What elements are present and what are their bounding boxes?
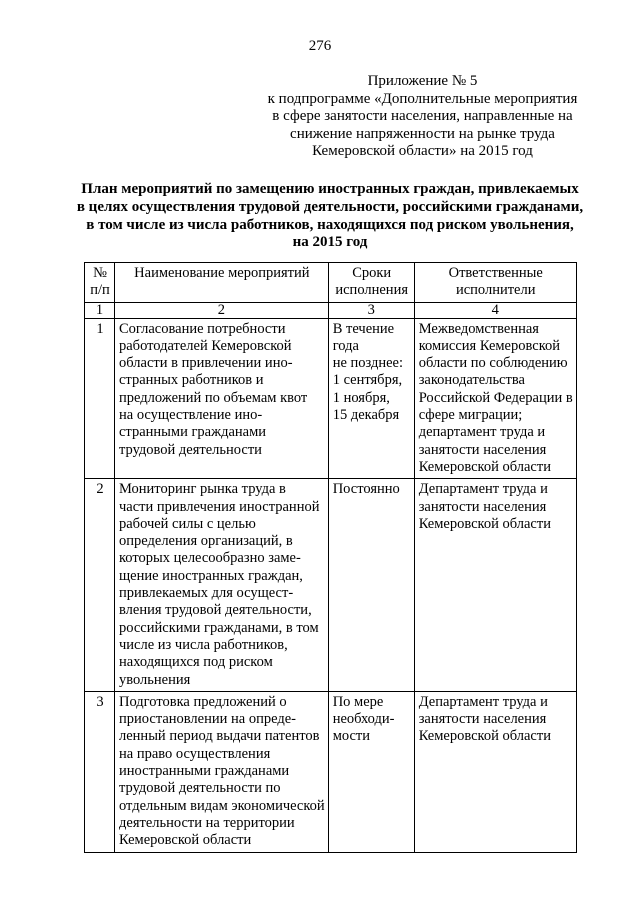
- deadline-cell: [328, 318, 414, 479]
- appendix-line: к подпрограмме «Дополнительные мероприятия: [267, 90, 578, 107]
- plan-table: [84, 262, 577, 853]
- cell-line: увольнения: [119, 671, 191, 688]
- cell-line: на право осуществления: [119, 745, 271, 762]
- responsible-cell: [414, 479, 576, 692]
- cell-line: занятости населения: [418, 711, 547, 728]
- table-row: [85, 479, 577, 692]
- deadline-cell: [328, 479, 414, 692]
- cell-line: странными гражданами: [119, 424, 267, 441]
- cell-line: деятельности на территории: [119, 814, 295, 831]
- column-number: 3: [328, 302, 414, 318]
- cell-line: года: [332, 337, 359, 354]
- cell-line: определения организаций, в: [119, 533, 293, 550]
- appendix-line: Кемеровской области» на 2015 год: [312, 143, 533, 159]
- cell-line: Подготовка предложений о: [119, 693, 287, 710]
- cell-line: работодателей Кемеровской: [119, 337, 292, 354]
- cell-line: области по соблюдению: [418, 355, 568, 372]
- page-number: 276: [308, 38, 332, 54]
- table-row: [85, 318, 577, 479]
- cell-line: необходи-: [332, 711, 395, 728]
- cell-line: которых целесообразно заме-: [119, 550, 301, 567]
- cell-line: иностранными гражданами: [119, 763, 290, 780]
- responsible-cell: [414, 318, 576, 479]
- cell-line: занятости населения: [418, 441, 547, 458]
- cell-line: комиссия Кемеровской: [418, 337, 561, 354]
- row-number-cell: 3: [85, 691, 115, 852]
- title-line: План мероприятий по замещению иностранных граждан, привлекаемых: [81, 181, 579, 197]
- header-cell-responsible: [414, 263, 576, 303]
- cell-line: странных работников и: [119, 372, 264, 389]
- cell-line: вления трудовой деятельности,: [119, 602, 312, 619]
- cell-line: Кемеровской области: [418, 728, 551, 745]
- cell-line: законодательства: [418, 372, 525, 389]
- appendix-note: [260, 73, 585, 161]
- responsible-cell: [414, 691, 576, 852]
- table-row: [85, 691, 577, 852]
- cell-line: Кемеровской области: [418, 515, 551, 532]
- column-number-row: [85, 302, 577, 318]
- row-number-cell: 2: [85, 479, 115, 692]
- title-line: в том числе из числа работников, находящихся под риском увольнения,: [86, 216, 574, 233]
- cell-line: В течение: [332, 320, 395, 337]
- header-line: Наименование мероприятий: [134, 265, 310, 281]
- cell-line: Постоянно: [332, 481, 400, 498]
- column-number: 1: [85, 302, 115, 318]
- cell-line: области в привлечении ино-: [119, 355, 293, 372]
- header-line: Сроки: [352, 265, 392, 281]
- cell-line: Департамент труда и: [418, 481, 548, 498]
- cell-line: отдельным видам экономической: [119, 797, 325, 814]
- cell-line: российскими гражданами, в том: [119, 619, 319, 636]
- table-header-row: [85, 263, 577, 303]
- cell-line: ленный период выдачи патентов: [119, 728, 320, 745]
- cell-line: Согласование потребности: [119, 320, 286, 337]
- cell-line: щение иностранных граждан,: [119, 567, 303, 584]
- appendix-line: Приложение № 5: [367, 73, 478, 89]
- cell-line: По мере: [332, 693, 384, 710]
- row-number-cell: 1: [85, 318, 115, 479]
- cell-line: сфере миграции;: [418, 407, 523, 424]
- header-line: исполнения: [335, 282, 408, 299]
- cell-line: трудовой деятельности по: [119, 780, 281, 797]
- title-line: в целях осуществления трудовой деятельности, российскими гражданами,: [76, 198, 584, 215]
- deadline-cell: [328, 691, 414, 852]
- cell-line: Кемеровской области: [119, 832, 252, 849]
- document-title: [60, 181, 600, 252]
- cell-line: 1 сентября,: [332, 372, 403, 389]
- cell-line: Межведомственная: [418, 320, 539, 337]
- cell-line: Российской Федерации в: [418, 389, 573, 406]
- header-line: исполнители: [455, 282, 536, 299]
- measure-name-cell: [115, 479, 329, 692]
- cell-line: Кемеровской области: [418, 458, 551, 475]
- appendix-line: в сфере занятости населения, направленные на: [272, 108, 573, 124]
- column-number: 4: [414, 302, 576, 318]
- cell-line: 15 декабря: [332, 407, 400, 424]
- appendix-line: снижение напряженности на рынке труда: [290, 125, 555, 142]
- cell-line: предложений по объемам квот: [119, 389, 308, 406]
- cell-line: Мониторинг рынка труда в: [119, 481, 286, 498]
- header-cell-number: [85, 263, 115, 303]
- cell-line: приостановлении на опреде-: [119, 711, 296, 728]
- header-cell-name: [115, 263, 329, 303]
- column-number: 2: [115, 302, 329, 318]
- cell-line: трудовой деятельности: [119, 441, 262, 458]
- measure-name-cell: [115, 318, 329, 479]
- title-line: на 2015 год: [292, 234, 368, 251]
- cell-line: занятости населения: [418, 498, 547, 515]
- header-line: №: [93, 265, 107, 281]
- cell-line: не позднее:: [332, 355, 404, 372]
- cell-line: находящихся под риском: [119, 654, 273, 671]
- cell-line: мости: [332, 728, 371, 745]
- cell-line: на осуществление ино-: [119, 407, 263, 424]
- cell-line: 1 ноября,: [332, 389, 390, 406]
- cell-line: числе из числа работников,: [119, 636, 288, 653]
- cell-line: части привлечения иностранной: [119, 498, 320, 515]
- cell-line: рабочей силы с целью: [119, 515, 256, 532]
- header-cell-deadline: [328, 263, 414, 303]
- cell-line: привлекаемых для осущест-: [119, 585, 294, 602]
- header-line: п/п: [90, 282, 110, 299]
- cell-line: Департамент труда и: [418, 693, 548, 710]
- cell-line: департамент труда и: [418, 424, 546, 441]
- measure-name-cell: [115, 691, 329, 852]
- header-line: Ответственные: [448, 265, 543, 281]
